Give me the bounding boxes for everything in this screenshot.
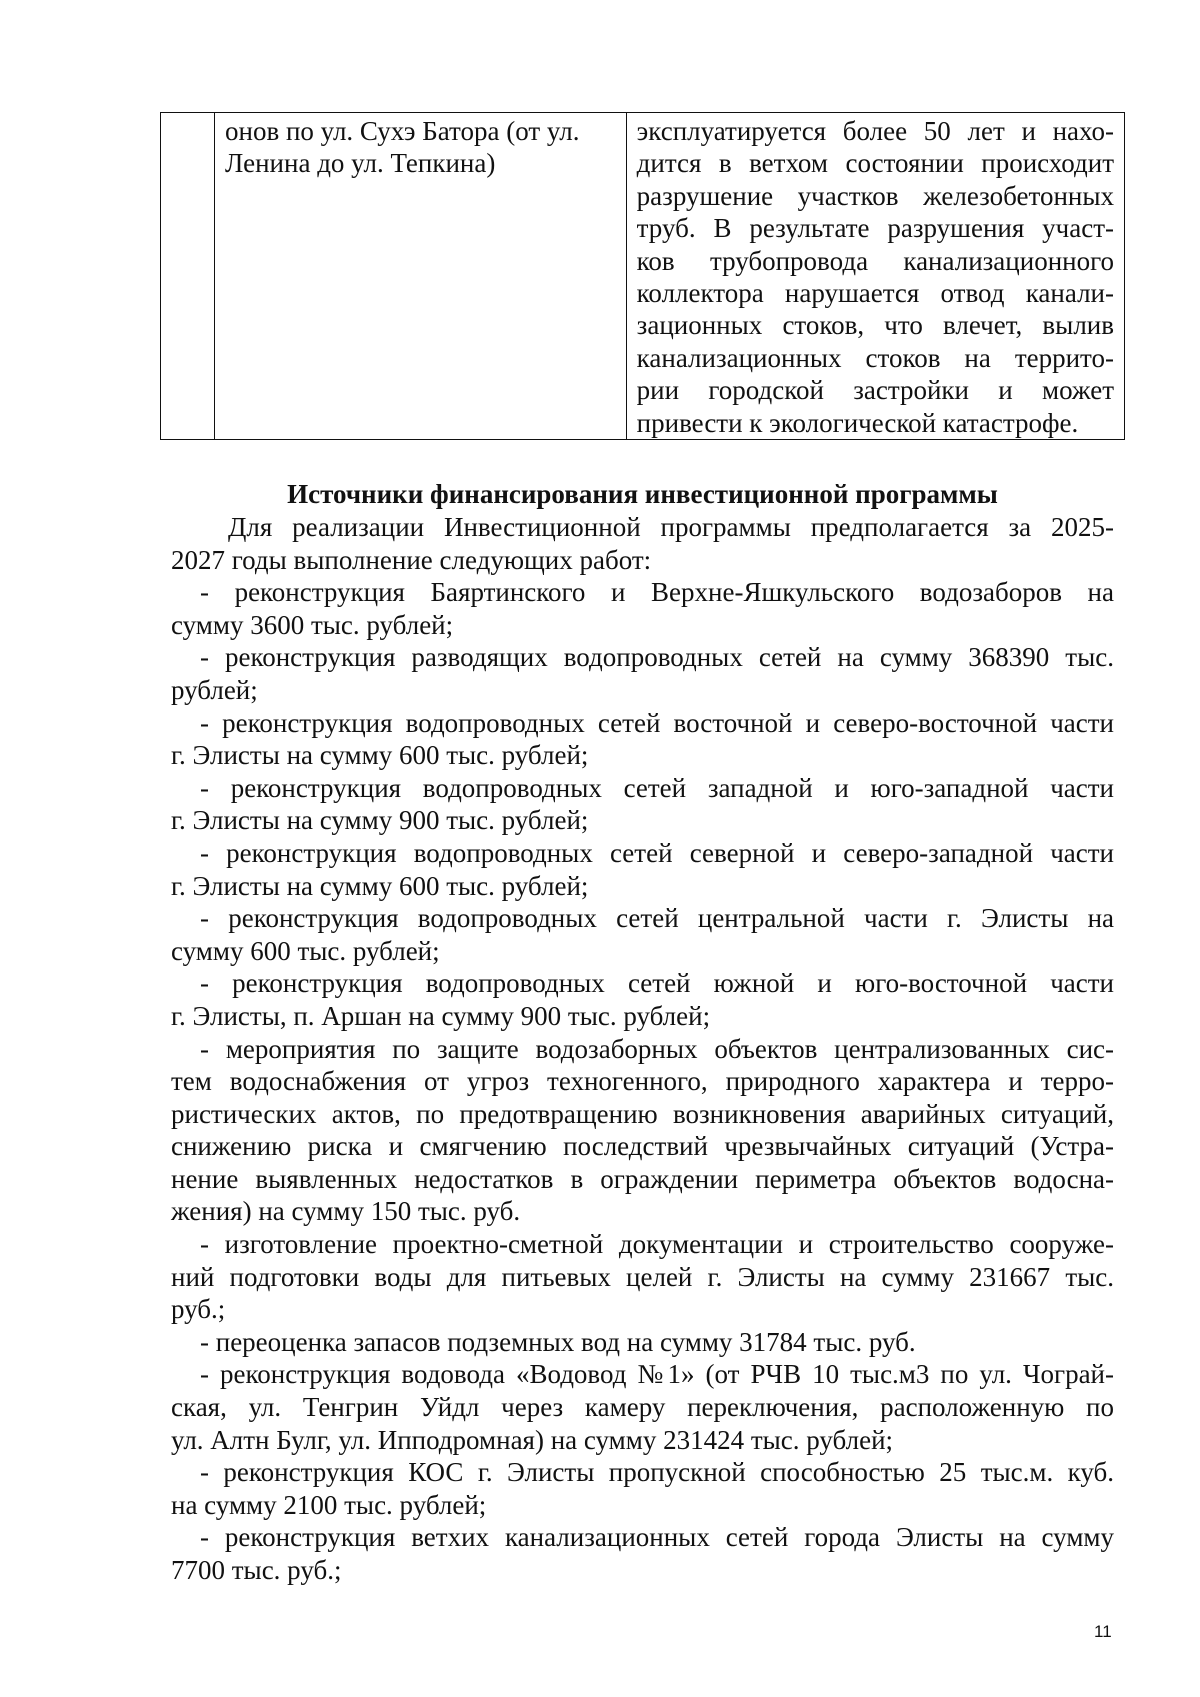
text-line: г. Элисты, п. Аршан на сумму 900 тыс. рублей; <box>171 1000 711 1031</box>
table-cell-object <box>215 113 627 440</box>
text-line: руб.; <box>171 1294 226 1325</box>
text-line: - реконструкция водопроводных сетей северной и северо-западной части <box>200 837 1114 868</box>
text-line: на сумму 2100 тыс. рублей; <box>171 1489 487 1520</box>
continued-table <box>160 112 1125 440</box>
text-line: нение выявленных недостатков в ограждении периметра объектов водосна- <box>171 1163 1114 1194</box>
text-line: - реконструкция водопроводных сетей западной и юго-западной части <box>200 772 1114 803</box>
cell-line: онов по ул. Сухэ Батора (от ул. <box>225 116 580 146</box>
text-line: 7700 тыс. руб.; <box>171 1555 342 1585</box>
table-cell-description <box>626 113 1124 440</box>
cell-line: Ленина до ул. Тепкина) <box>225 148 496 179</box>
text-line: - реконструкция разводящих водопроводных сетей на сумму 368390 тыс. <box>200 642 1114 673</box>
text-line: - реконструкция ветхих канализационных сетей города Элисты на сумму <box>200 1522 1114 1553</box>
text-line: сумму 600 тыс. рублей; <box>171 935 440 966</box>
text-line: - реконструкция водовода «Водовод №1» (от РЧВ 10 тыс.м3 по ул. Чограй- <box>200 1359 1114 1390</box>
text-line: - мероприятия по защите водозаборных объектов централизованных сис- <box>200 1033 1114 1064</box>
text-line: снижению риска и смягчению последствий чрезвычайных ситуаций (Устра- <box>171 1131 1114 1162</box>
text-line: Для реализации Инвестиционной программы предполагается за 2025- <box>228 512 1114 542</box>
text-line: ний подготовки воды для питьевых целей г. Элисты на сумму 231667 тыс. <box>171 1261 1114 1292</box>
cell-line: рии городской застройки и может <box>636 375 1114 406</box>
cell-line: канализационных стоков на террито- <box>636 342 1114 373</box>
section-heading: Источники финансирования инвестиционной программы <box>287 479 998 509</box>
cell-line: эксплуатируется более 50 лет и нахо- <box>636 116 1114 146</box>
text-line: ул. Алтн Булг, ул. Ипподромная) на сумму 231424 тыс. рублей; <box>171 1424 894 1455</box>
text-line: - переоценка запасов подземных вод на сумму 31784 тыс. руб. <box>200 1326 916 1357</box>
text-line: - реконструкция КОС г. Элисты пропускной способностью 25 тыс.м. куб. <box>200 1457 1114 1488</box>
text-line: - реконструкция водопроводных сетей южной и юго-восточной части <box>200 968 1114 999</box>
text-line: ристических актов, по предотвращению возникновения аварийных ситуаций, <box>171 1098 1114 1129</box>
cell-line: зационных стоков, что влечет, вылив <box>636 310 1114 341</box>
text-line: г. Элисты на сумму 900 тыс. рублей; <box>171 805 589 836</box>
cell-line: привести к экологической катастрофе. <box>636 407 1079 438</box>
text-line: ская, ул. Тенгрин Уйдл через камеру переключения, расположенную по <box>171 1392 1114 1423</box>
text-line: жения) на сумму 150 тыс. руб. <box>171 1196 521 1227</box>
text-line: г. Элисты на сумму 600 тыс. рублей; <box>171 740 589 771</box>
table-row <box>161 113 1125 440</box>
body-text <box>171 511 1114 1587</box>
text-line: г. Элисты на сумму 600 тыс. рублей; <box>171 870 589 901</box>
text-line: - реконструкция Баяртинского и Верхне-Яшкульского водозаборов на <box>200 577 1114 608</box>
cell-line: дится в ветхом состоянии происходит <box>636 148 1114 179</box>
text-line: тем водоснабжения от угроз техногенного, природного характера и терро- <box>171 1066 1114 1097</box>
page-number: 11 <box>1094 1622 1112 1641</box>
text-line: - реконструкция водопроводных сетей центральной части г. Элисты на <box>200 903 1114 934</box>
text-line: рублей; <box>171 674 258 705</box>
table-cell-number <box>161 113 215 440</box>
text-line: - изготовление проектно-сметной документации и строительство сооруже- <box>200 1229 1114 1260</box>
cell-line: разрушение участков железобетонных <box>636 180 1114 211</box>
text-line: сумму 3600 тыс. рублей; <box>171 609 454 640</box>
cell-line: труб. В результате разрушения участ- <box>636 213 1114 244</box>
cell-line: ков трубопровода канализационного <box>636 245 1114 276</box>
cell-line: коллектора нарушается отвод канали- <box>636 278 1114 309</box>
text-line: 2027 годы выполнение следующих работ: <box>171 544 652 575</box>
text-line: - реконструкция водопроводных сетей восточной и северо-восточной части <box>200 707 1114 738</box>
